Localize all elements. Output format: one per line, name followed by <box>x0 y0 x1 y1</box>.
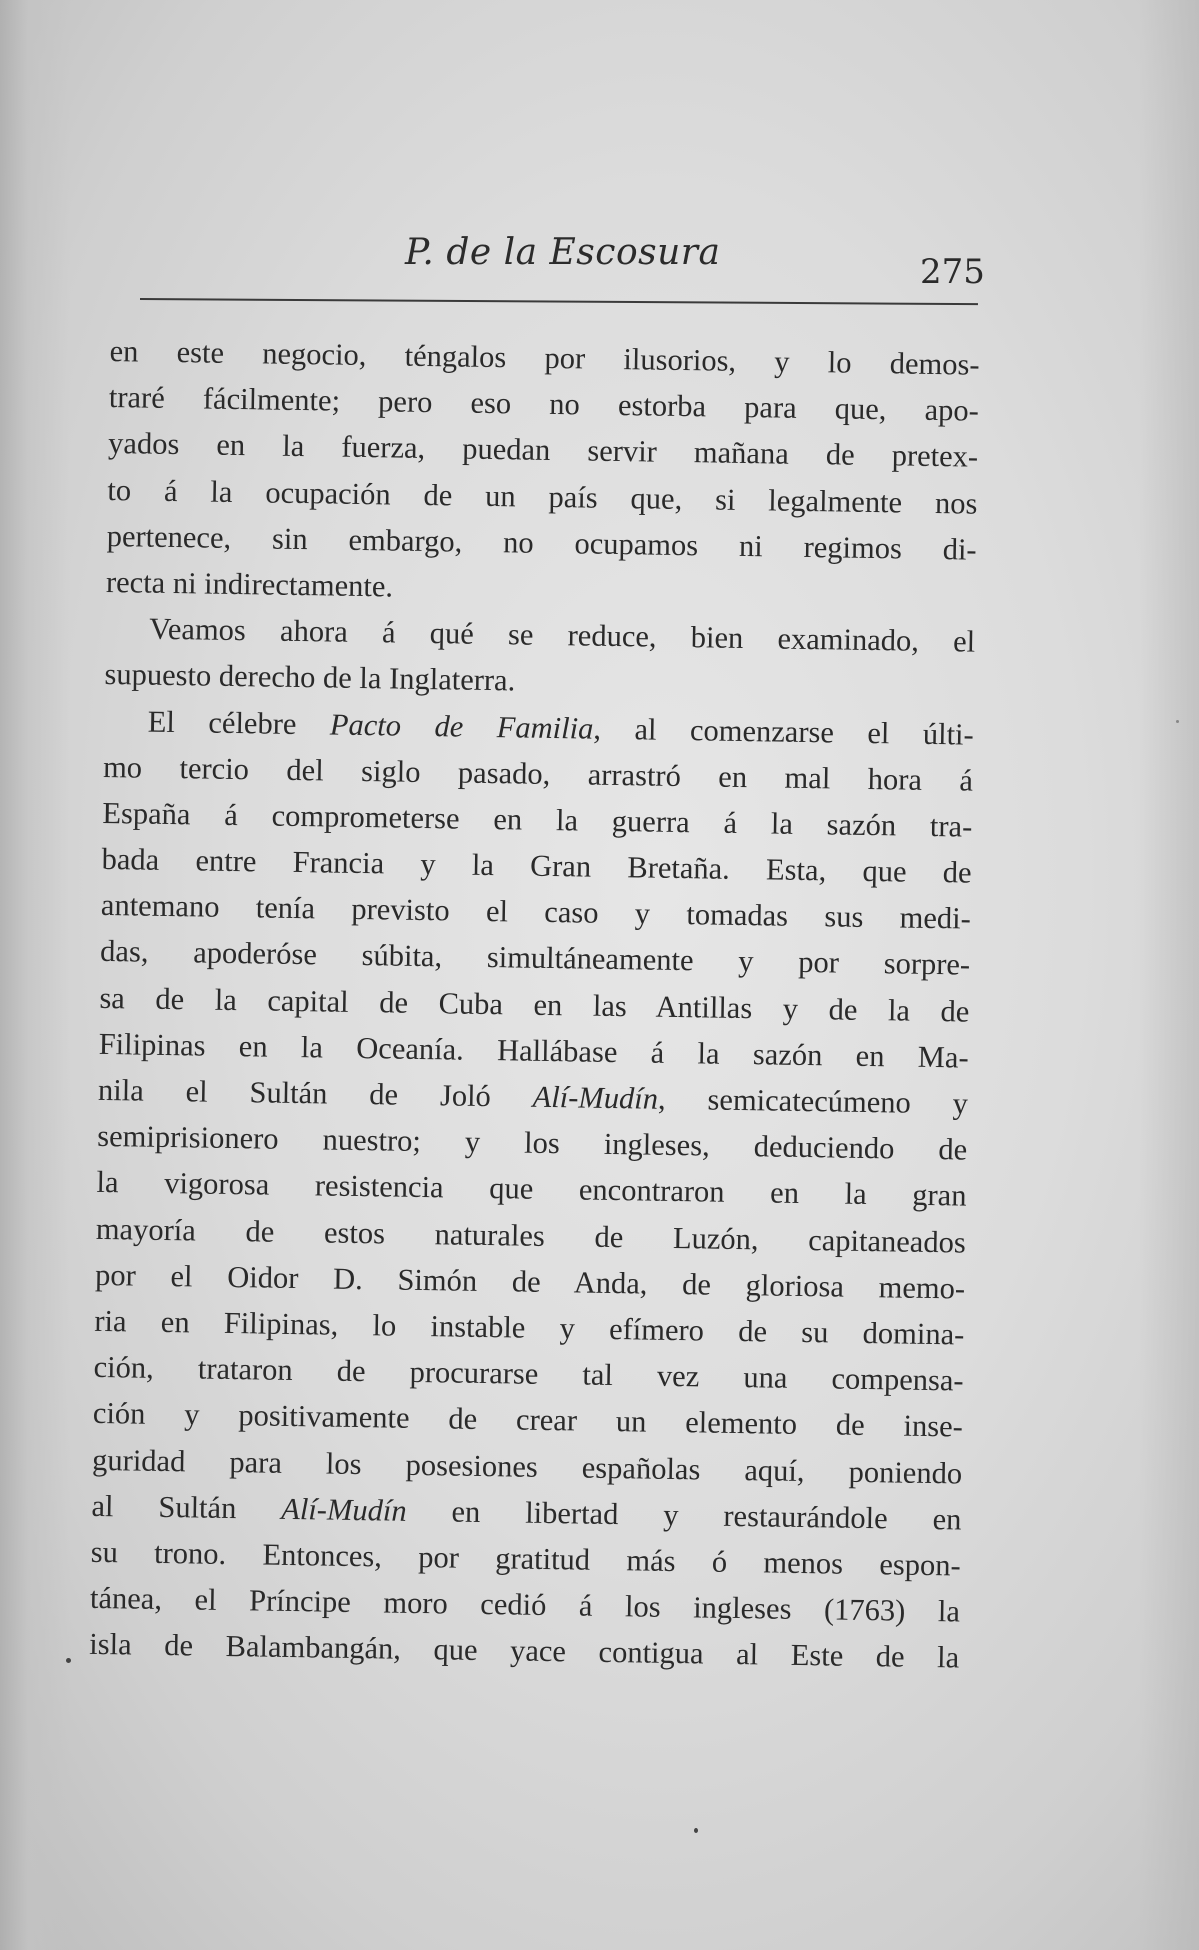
text-segment: semiprisionero nuestro; y los ingleses, deduciendo de <box>97 1119 968 1167</box>
text-segment: nila el Sultán de Joló <box>97 1072 533 1114</box>
page-header <box>140 222 985 292</box>
text-segment: ción y positivamente de crear un elemento de inse- <box>92 1396 964 1444</box>
text-segment: , semicatecúmeno y <box>657 1081 969 1121</box>
text-segment: guridad para los posesiones españolas aquí, poniendo <box>91 1442 963 1491</box>
text-segment: bada entre Francia y la Gran Bretaña. Esta, que de <box>101 841 972 890</box>
ink-speck <box>694 1828 698 1833</box>
text-segment: al Sultán <box>91 1488 282 1526</box>
text-segment: to á la ocupación de un país que, si legalmente nos <box>107 472 978 521</box>
text-segment: Veamos ahora á qué se reduce, bien examinado, el <box>149 611 976 659</box>
text-segment: yados en la fuerza, puedan servir mañana de pretex- <box>107 426 979 475</box>
text-segment: das, apoderóse súbita, simultáneamente y por sorpre- <box>99 934 971 983</box>
italic-segment: Alí-Mudín <box>281 1491 407 1528</box>
text-segment: supuesto derecho de la Inglaterra. <box>104 657 516 698</box>
text-segment: traré fácilmente; pero eso no estorba para que, apo- <box>108 380 980 428</box>
text-segment: antemano tenía previsto el caso y tomadas sus medi- <box>100 888 972 936</box>
text-segment: en libertad y restaurándole en <box>406 1493 962 1537</box>
text-segment: su trono. Entonces, por gratitud más ó menos espon- <box>90 1534 961 1583</box>
page-edge-shadow <box>1139 0 1199 1950</box>
text-segment: Filipinas en la Oceanía. Hallábase á la sazón en Ma- <box>98 1026 969 1075</box>
text-segment: España á comprometerse en la guerra á la sazón tra- <box>102 795 973 844</box>
body-text <box>89 328 980 1681</box>
text-segment: El célebre <box>147 704 331 742</box>
text-segment: sa de la capital de Cuba en las Antillas y de la de <box>99 980 970 1029</box>
text-segment: , al comenzarse el últi- <box>593 711 974 752</box>
text-segment: mo tercio del siglo pasado, arrastró en mal hora á <box>102 749 974 798</box>
text-segment: la vigorosa resistencia que encontraron en la gran <box>96 1165 967 1213</box>
page-gutter-shadow <box>0 0 70 1950</box>
italic-segment: Pacto de Familia <box>329 707 594 746</box>
text-segment: tánea, el Príncipe moro cedió á los ingleses (1763) la <box>89 1580 961 1629</box>
text-segment: en este negocio, téngalos por ilusorios, y lo demos- <box>109 333 980 382</box>
text-segment: mayoría de estos naturales de Luzón, capitaneados <box>95 1211 967 1260</box>
text-segment: isla de Balambangán, que yace contigua al Este de la <box>89 1627 960 1675</box>
page-number: 275 <box>920 252 985 292</box>
header-rule <box>140 298 978 305</box>
text-segment: recta ni indirectamente. <box>105 564 394 604</box>
text-segment: por el Oidor D. Simón de Anda, de gloriosa memo- <box>94 1257 966 1306</box>
running-head: P. de la Escosura <box>405 232 721 273</box>
text-segment: pertenece, sin embargo, no ocupamos ni regimos di- <box>106 518 977 567</box>
text-segment: ria en Filipinas, lo instable y efímero de su domina- <box>94 1303 965 1352</box>
ink-speck <box>1176 720 1179 723</box>
italic-segment: Alí-Mudín <box>532 1079 659 1116</box>
ink-speck <box>66 1658 71 1663</box>
text-segment: ción, trataron de procurarse tal vez una compensa- <box>93 1349 964 1398</box>
